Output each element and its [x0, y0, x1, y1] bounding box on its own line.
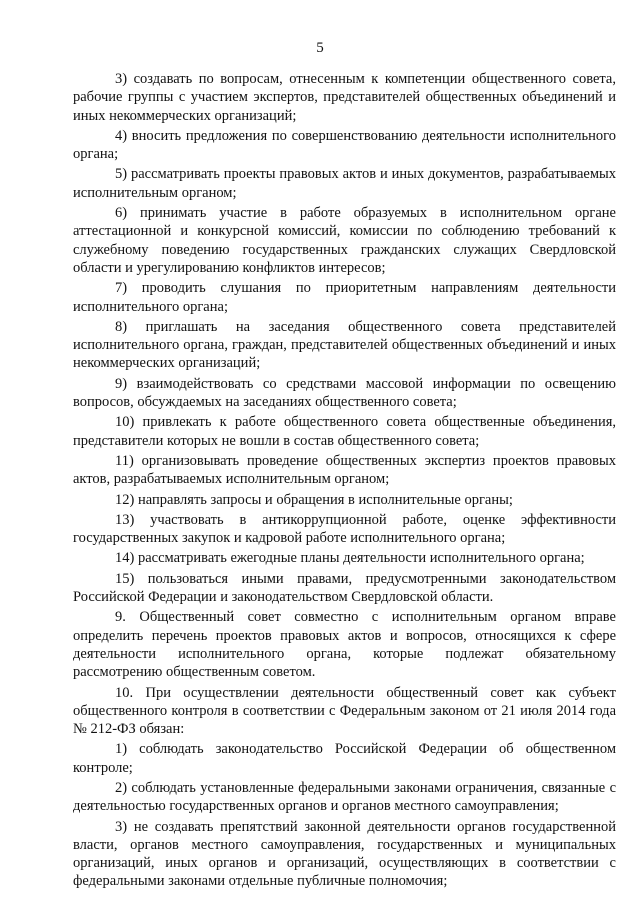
paragraph-section-9: 9. Общественный совет совместно с исполнительным органом вправе определить перечень проектов правовых актов и вопросов, относящихся к сфере деятельности исполнительного органа, которые подлежат обязательному рассмотрению общественным советом.	[73, 609, 616, 681]
paragraph-right-14: 14) рассматривать ежегодные планы деятельности исполнительного органа;	[115, 550, 585, 567]
paragraph-section-10: 10. При осуществлении деятельности общественный совет как субъект общественного контроля в соответствии с Федеральным законом от 21 июля 2014 года № 212-ФЗ обязан:	[73, 684, 616, 738]
paragraph-right-12: 12) направлять запросы и обращения в исполнительные органы;	[115, 491, 513, 508]
paragraph-right-11: 11) организовывать проведение общественных экспертиз проектов правовых актов, разрабатываемых исполнительным органом;	[73, 452, 616, 488]
paragraph-right-7: 7) проводить слушания по приоритетным направлениям деятельности исполнительного органа;	[73, 280, 616, 315]
paragraph-right-4: 4) вносить предложения по совершенствованию деятельности исполнительного органа;	[73, 127, 616, 163]
paragraph-duty-1: 1) соблюдать законодательство Российской Федерации об общественном контроле;	[73, 741, 616, 776]
paragraph-right-3: 3) создавать по вопросам, отнесенным к компетенции общественного совета, рабочие группы с участием экспертов, представителей общественных объединений и иных некоммерческих организаций;	[73, 71, 616, 124]
paragraph-right-9: 9) взаимодействовать со средствами массовой информации по освещению вопросов, обсуждаемых на заседаниях общественного совета;	[73, 375, 616, 411]
paragraph-duty-3: 3) не создавать препятствий законной деятельности органов государственной власти, органов местного самоуправления, государственных и муниципальных организаций, иных органов и организаций, осуществляющих в соответствии с федеральными законами отдельные публичные полномочия;	[73, 818, 616, 890]
paragraph-right-15: 15) пользоваться иными правами, предусмотренными законодательством Российской Федерации и законодательством Свердловской области.	[73, 570, 616, 606]
paragraph-right-8: 8) приглашать на заседания общественного совета представителей исполнительного органа, граждан, представителей общественных объединений и иных некоммерческих организаций;	[73, 318, 616, 372]
document-body	[73, 70, 616, 893]
paragraph-right-5: 5) рассматривать проекты правовых актов и иных документов, разрабатываемых исполнительным органом;	[73, 166, 616, 201]
paragraph-duty-2: 2) соблюдать установленные федеральными законами ограничения, связанные с деятельностью государственных органов и органов местного самоуправления;	[73, 779, 616, 815]
paragraph-right-13: 13) участвовать в антикоррупционной работе, оценке эффективности государственных закупок и кадровой работе исполнительного органа;	[73, 511, 616, 547]
page-number: 5	[316, 40, 324, 56]
paragraph-right-10: 10) привлекать к работе общественного совета общественные объединения, представители которых не вошли в состав общественного совета;	[73, 414, 616, 449]
paragraph-right-6: 6) принимать участие в работе образуемых в исполнительном органе аттестационной и конкурсной комиссий, комиссии по соблюдению требований к служебному поведению государственных гражданских служащих Свердловской области и урегулированию конфликтов интересов;	[73, 205, 616, 276]
